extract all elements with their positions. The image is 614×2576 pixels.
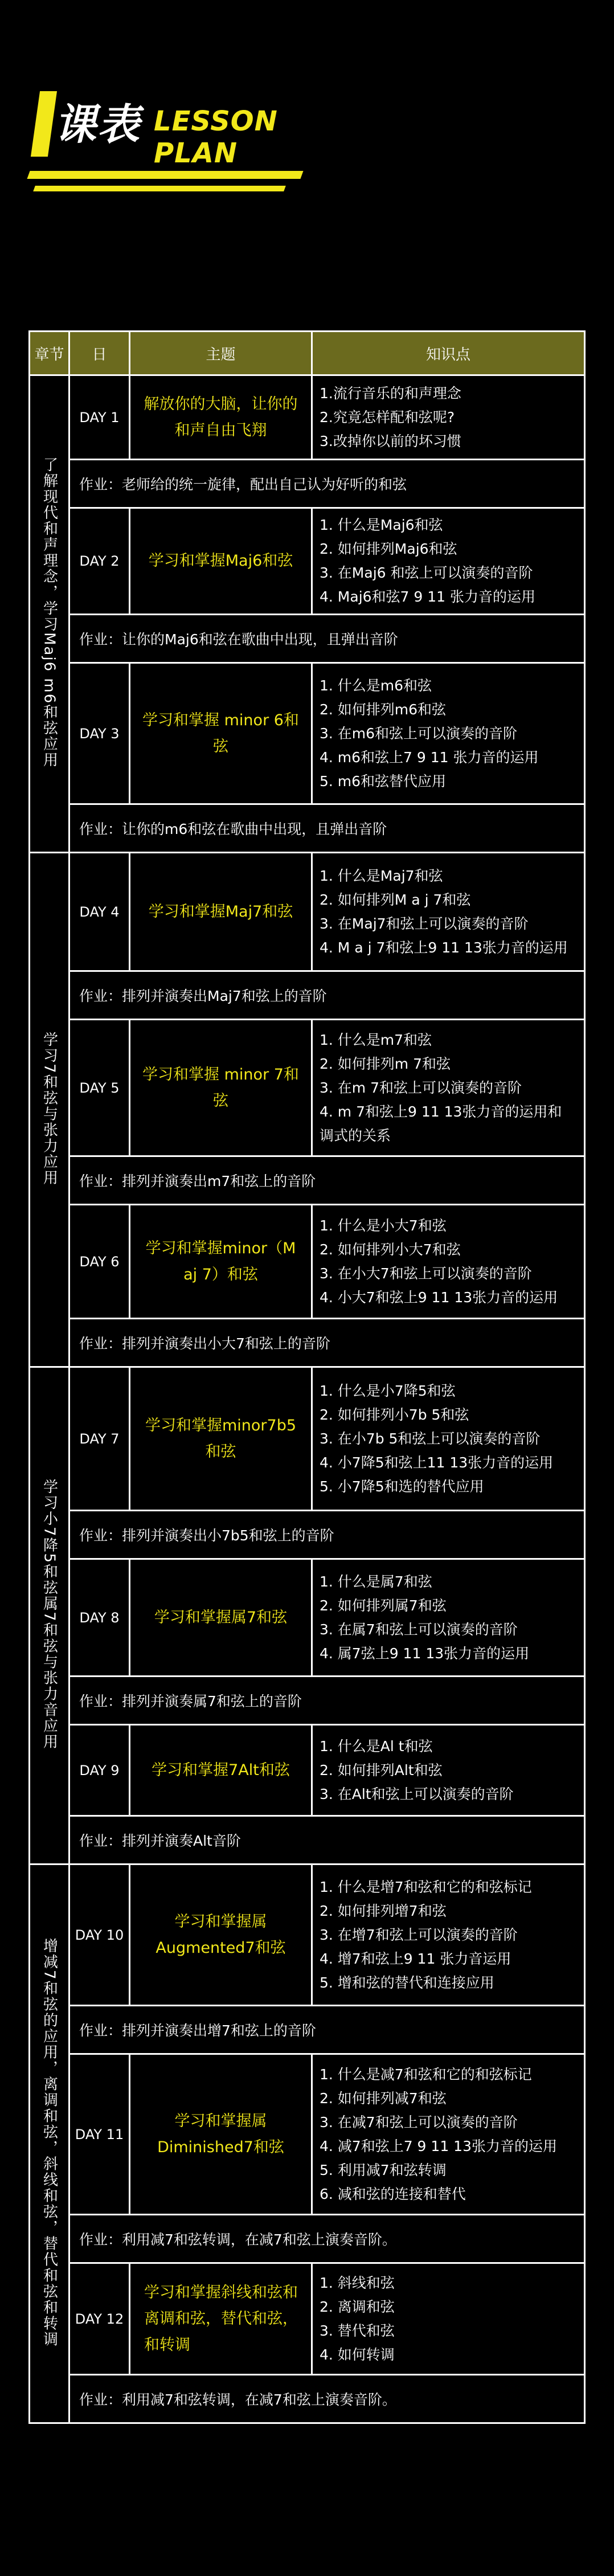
knowledge-point: 4. 如何转调 — [320, 2346, 395, 2363]
homework-text: 作业：排列并演奏出小大7和弦上的音阶 — [69, 1319, 585, 1367]
lesson-row — [30, 1020, 585, 1156]
knowledge-point: 4. 小7降5和弦上11 13张力音的运用 — [320, 1454, 554, 1471]
knowledge-points — [312, 1205, 585, 1319]
knowledge-point: 1. 斜线和弦 — [320, 2274, 395, 2291]
knowledge-point: 4. 增7和弦上9 11 张力音运用 — [320, 1950, 511, 1967]
day-label: DAY 6 — [69, 1205, 130, 1319]
knowledge-point: 2. 如何排列Maj6和弦 — [320, 541, 457, 557]
knowledge-point: 2. 如何排列m6和弦 — [320, 701, 447, 718]
knowledge-point: 3. 在增7和弦上可以演奏的音阶 — [320, 1926, 518, 1943]
lesson-row — [30, 1559, 585, 1677]
homework-row — [30, 1677, 585, 1725]
knowledge-point: 调式的关系 — [320, 1127, 391, 1144]
lesson-topic: 学习和掌握属7和弦 — [130, 1559, 312, 1677]
day-label: DAY 9 — [69, 1725, 130, 1816]
day-label: DAY 11 — [69, 2054, 130, 2215]
table-header-row — [30, 332, 585, 375]
knowledge-point: 2. 如何排列属7和弦 — [320, 1597, 447, 1614]
lesson-topic: 学习和掌握Maj6和弦 — [130, 508, 312, 615]
homework-row — [30, 2006, 585, 2054]
homework-row — [30, 2375, 585, 2423]
knowledge-points — [312, 2263, 585, 2375]
knowledge-point: 2. 如何排列M a j 7和弦 — [320, 891, 471, 908]
knowledge-point: 2. 如何排列减7和弦 — [320, 2090, 447, 2107]
homework-row — [30, 1156, 585, 1205]
knowledge-point: 6. 减和弦的连接和替代 — [320, 2185, 466, 2202]
lesson-topic: 学习和掌握Maj7和弦 — [130, 853, 312, 971]
knowledge-points — [312, 1367, 585, 1511]
lesson-row — [30, 375, 585, 460]
knowledge-point: 1. 什么是m6和弦 — [320, 677, 432, 694]
header-accent-block — [31, 91, 57, 157]
knowledge-point: 3. 在Maj6 和弦上可以演奏的音阶 — [320, 565, 533, 581]
lesson-row — [30, 1725, 585, 1816]
homework-text: 作业：排列并演奏Alt音阶 — [69, 1816, 585, 1864]
lesson-row — [30, 2263, 585, 2375]
header-title-cn: 课表 — [54, 100, 141, 149]
day-label: DAY 12 — [69, 2263, 130, 2375]
homework-text: 作业：利用减7和弦转调，在减7和弦上演奏音阶。 — [69, 2375, 585, 2423]
chapter-title: 增减7和弦的应用，离调和弦，斜线和弦，替代和弦和转调 — [40, 1937, 58, 2348]
homework-text: 作业：让你的Maj6和弦在歌曲中出现，且弹出音阶 — [69, 615, 585, 663]
chapter-cell — [30, 1367, 69, 1864]
knowledge-point: 1.流行音乐的和声理念 — [320, 385, 461, 402]
column-header-day: 日 — [69, 332, 130, 375]
lesson-plan-table — [28, 330, 586, 2424]
day-label: DAY 1 — [69, 375, 130, 460]
knowledge-points — [312, 375, 585, 460]
knowledge-point: 1. 什么是小7降5和弦 — [320, 1382, 456, 1399]
day-label: DAY 4 — [69, 853, 130, 971]
lesson-plan-header — [28, 85, 313, 182]
knowledge-point: 2. 如何排列小7b 5和弦 — [320, 1406, 469, 1423]
knowledge-points — [312, 1725, 585, 1816]
knowledge-point: 3. 在Alt和弦上可以演奏的音阶 — [320, 1785, 514, 1802]
knowledge-point: 3. 在属7和弦上可以演奏的音阶 — [320, 1621, 518, 1638]
knowledge-point: 3. 在m 7和弦上可以演奏的音阶 — [320, 1079, 522, 1096]
knowledge-point: 3. 在Maj7和弦上可以演奏的音阶 — [320, 915, 529, 932]
knowledge-point: 1. 什么是Al t和弦 — [320, 1737, 433, 1755]
day-label: DAY 7 — [69, 1367, 130, 1511]
homework-text: 作业：排列并演奏出Maj7和弦上的音阶 — [69, 971, 585, 1020]
knowledge-point: 4. M a j 7和弦上9 11 13张力音的运用 — [320, 939, 568, 956]
lesson-topic: 学习和掌握7Alt和弦 — [130, 1725, 312, 1816]
knowledge-points — [312, 1864, 585, 2006]
lesson-topic: 学习和掌握minor（M aj 7）和弦 — [130, 1205, 312, 1319]
lesson-row — [30, 2054, 585, 2215]
lesson-topic: 解放你的大脑，让你的和声自由飞翔 — [130, 375, 312, 460]
column-header-topic: 主题 — [130, 332, 312, 375]
chapter-cell — [30, 853, 69, 1367]
lesson-row — [30, 853, 585, 971]
lesson-row — [30, 663, 585, 804]
knowledge-point: 3.改掉你以前的坏习惯 — [320, 432, 461, 449]
homework-text: 作业：排列并演奏属7和弦上的音阶 — [69, 1677, 585, 1725]
homework-row — [30, 615, 585, 663]
knowledge-point: 4. m6和弦上7 9 11 张力音的运用 — [320, 749, 539, 766]
lesson-row — [30, 508, 585, 615]
header-underline-stripe-thin — [33, 186, 286, 191]
knowledge-point: 4. m 7和弦上9 11 13张力音的运用和 — [320, 1103, 562, 1120]
knowledge-points — [312, 1020, 585, 1156]
lesson-topic: 学习和掌握斜线和弦和离调和弦，替代和弦，和转调 — [130, 2263, 312, 2375]
lesson-topic: 学习和掌握minor7b5和弦 — [130, 1367, 312, 1511]
knowledge-point: 2. 如何排列m 7和弦 — [320, 1055, 451, 1072]
lesson-row — [30, 1864, 585, 2006]
knowledge-point: 1. 什么是小大7和弦 — [320, 1217, 447, 1234]
chapter-title: 学习小7降5和弦属7和弦与张力音应用 — [40, 1479, 58, 1750]
homework-row — [30, 2215, 585, 2263]
day-label: DAY 5 — [69, 1020, 130, 1156]
knowledge-point: 5. m6和弦替代应用 — [320, 772, 447, 790]
homework-text: 作业：排列并演奏出小7b5和弦上的音阶 — [69, 1511, 585, 1559]
knowledge-point: 5. 增和弦的替代和连接应用 — [320, 1974, 494, 1991]
knowledge-point: 4. 小大7和弦上9 11 13张力音的运用 — [320, 1289, 558, 1306]
chapter-cell — [30, 1864, 69, 2423]
column-header-chapter: 章节 — [30, 332, 69, 375]
homework-row — [30, 804, 585, 853]
lesson-topic: 学习和掌握 minor 6和弦 — [130, 663, 312, 804]
homework-row — [30, 1319, 585, 1367]
homework-text: 作业：老师给的统一旋律，配出自己认为好听的和弦 — [69, 460, 585, 508]
knowledge-point: 1. 什么是Maj6和弦 — [320, 517, 443, 533]
chapter-cell — [30, 375, 69, 853]
knowledge-points — [312, 853, 585, 971]
lesson-row — [30, 1205, 585, 1319]
knowledge-point: 1. 什么是减7和弦和它的和弦标记 — [320, 2066, 532, 2083]
knowledge-point: 3. 在小7b 5和弦上可以演奏的音阶 — [320, 1430, 541, 1447]
knowledge-point: 5. 利用减7和弦转调 — [320, 2161, 447, 2178]
header-underline-stripe — [27, 171, 303, 179]
knowledge-point: 3. 在m6和弦上可以演奏的音阶 — [320, 725, 518, 742]
homework-text: 作业：利用减7和弦转调，在减7和弦上演奏音阶。 — [69, 2215, 585, 2263]
knowledge-point: 2. 离调和弦 — [320, 2298, 395, 2315]
homework-text: 作业：让你的m6和弦在歌曲中出现，且弹出音阶 — [69, 804, 585, 853]
homework-row — [30, 971, 585, 1020]
chapter-title: 学习7和弦与张力应用 — [40, 1031, 58, 1186]
homework-text: 作业：排列并演奏出m7和弦上的音阶 — [69, 1156, 585, 1205]
knowledge-point: 2.究竟怎样配和弦呢? — [320, 408, 455, 426]
knowledge-point: 1. 什么是Maj7和弦 — [320, 867, 443, 884]
lesson-row — [30, 1367, 585, 1511]
lesson-topic: 学习和掌握 minor 7和弦 — [130, 1020, 312, 1156]
header-title-en: LESSON PLAN — [154, 105, 278, 169]
knowledge-point: 4. Maj6和弦7 9 11 张力音的运用 — [320, 588, 536, 605]
homework-row — [30, 460, 585, 508]
homework-row — [30, 1511, 585, 1559]
knowledge-point: 4. 属7弦上9 11 13张力音的运用 — [320, 1645, 530, 1662]
knowledge-point: 3. 替代和弦 — [320, 2322, 395, 2339]
knowledge-point: 3. 在小大7和弦上可以演奏的音阶 — [320, 1265, 532, 1282]
knowledge-point: 1. 什么是增7和弦和它的和弦标记 — [320, 1878, 532, 1895]
knowledge-point: 3. 在减7和弦上可以演奏的音阶 — [320, 2113, 518, 2131]
knowledge-point: 1. 什么是m7和弦 — [320, 1031, 432, 1048]
knowledge-point: 2. 如何排列Alt和弦 — [320, 1761, 443, 1778]
knowledge-points — [312, 663, 585, 804]
knowledge-point: 4. 减7和弦上7 9 11 13张力音的运用 — [320, 2137, 557, 2154]
homework-row — [30, 1816, 585, 1864]
knowledge-point: 5. 小7降5和选的替代应用 — [320, 1478, 484, 1495]
knowledge-points — [312, 508, 585, 615]
lesson-topic: 学习和掌握属Augmented7和弦 — [130, 1864, 312, 2006]
day-label: DAY 2 — [69, 508, 130, 615]
lesson-topic: 学习和掌握属Diminished7和弦 — [130, 2054, 312, 2215]
day-label: DAY 3 — [69, 663, 130, 804]
knowledge-points — [312, 2054, 585, 2215]
chapter-title: 了解现代和声理念，学习Maj6 m6和弦应用 — [40, 457, 58, 768]
knowledge-point: 2. 如何排列小大7和弦 — [320, 1241, 461, 1258]
knowledge-points — [312, 1559, 585, 1677]
day-label: DAY 10 — [69, 1864, 130, 2006]
homework-text: 作业：排列并演奏出增7和弦上的音阶 — [69, 2006, 585, 2054]
knowledge-point: 1. 什么是属7和弦 — [320, 1573, 432, 1590]
knowledge-point: 2. 如何排列增7和弦 — [320, 1902, 447, 1919]
column-header-points: 知识点 — [312, 332, 585, 375]
day-label: DAY 8 — [69, 1559, 130, 1677]
